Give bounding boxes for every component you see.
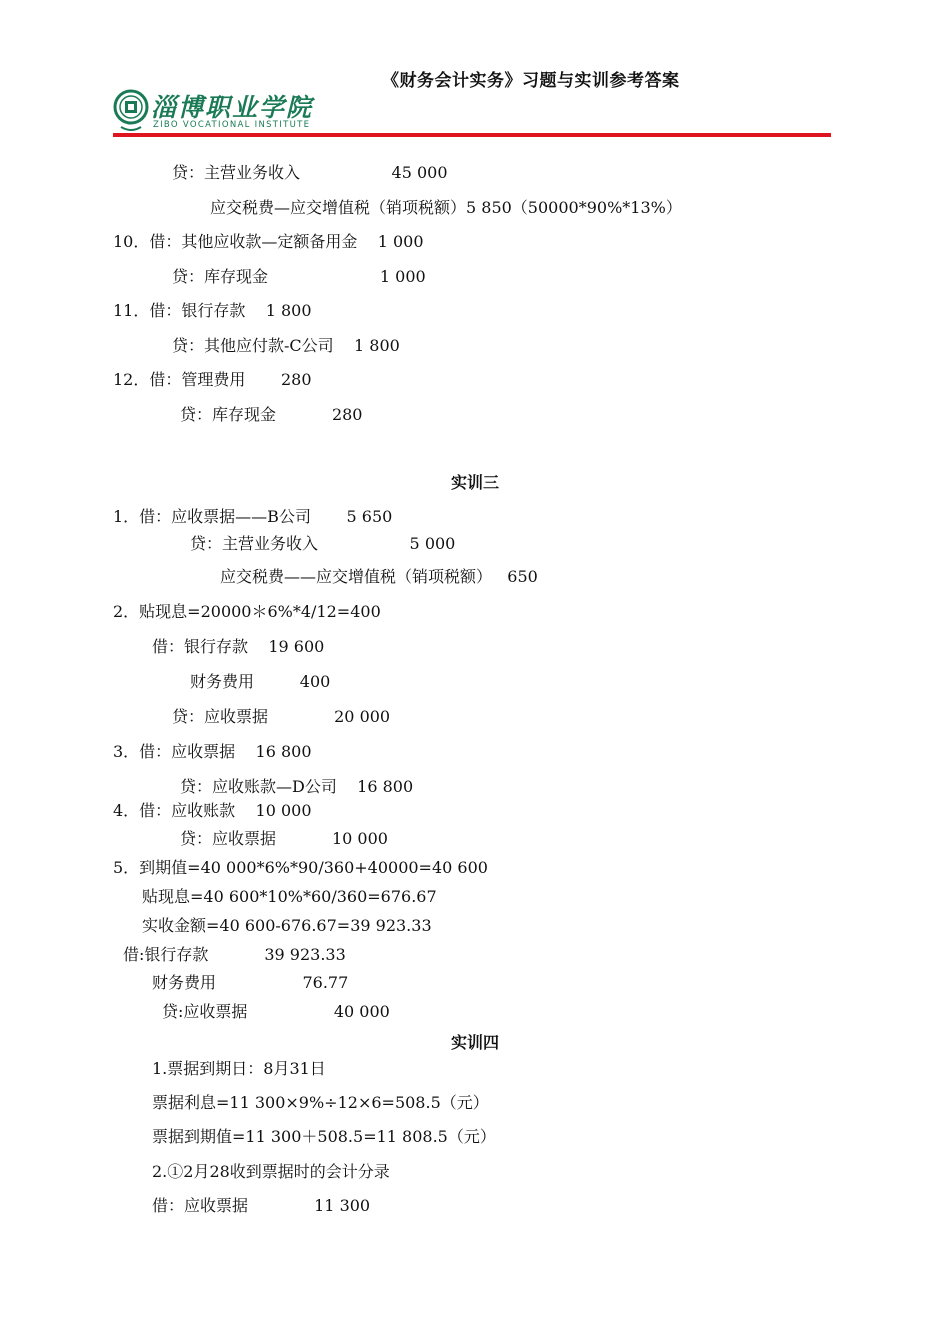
text-line: 2．贴现息=20000＊6%*4/12=400	[113, 602, 381, 621]
text-line: 票据到期值=11 300＋508.5=11 808.5（元）	[152, 1127, 496, 1146]
text-line: 实收金额=40 600-676.67=39 923.33	[142, 916, 432, 935]
logo-subtitle: ZIBO VOCATIONAL INSTITUTE	[153, 120, 311, 130]
text-line: 3．借：应收票据 16 800	[113, 742, 312, 761]
text-line: 票据利息=11 300×9%÷12×6=508.5（元）	[152, 1093, 489, 1112]
text-line: 财务费用 400	[190, 672, 331, 691]
section-heading: 实训三	[450, 473, 499, 492]
section-heading: 实训四	[450, 1033, 499, 1052]
header-divider	[113, 133, 831, 137]
text-line: 11．借：银行存款 1 800	[113, 301, 312, 320]
text-line: 贷：应收账款—D公司 16 800	[180, 777, 414, 796]
text-line: 贷：主营业务收入 45 000	[172, 163, 448, 182]
text-line: 12．借：管理费用 280	[113, 370, 312, 389]
text-line: 借：应收票据 11 300	[152, 1196, 371, 1215]
text-line: 借：银行存款 19 600	[152, 637, 325, 656]
text-line: 贷：库存现金 280	[180, 405, 363, 424]
text-line: 应交税费——应交增值税（销项税额） 650	[220, 567, 538, 586]
text-line: 贴现息=40 600*10%*60/360=676.67	[142, 887, 437, 906]
text-line: 贷：应收票据 10 000	[180, 829, 388, 848]
text-line: 贷：应收票据 20 000	[172, 707, 391, 726]
school-emblem-icon	[113, 87, 149, 133]
school-logo	[113, 86, 328, 134]
document-header-title: 《财务会计实务》习题与实训参考答案	[382, 71, 680, 91]
text-line: 贷：主营业务收入 5 000	[190, 534, 456, 553]
text-line: 5．到期值=40 000*6%*90/360+40000=40 600	[113, 858, 488, 877]
logo-wordmark: 淄博职业学院	[151, 93, 314, 122]
text-line: 借:银行存款 39 923.33	[123, 945, 346, 964]
text-line: 财务费用 76.77	[152, 973, 349, 992]
text-line: 贷：其他应付款-C公司 1 800	[172, 336, 400, 355]
text-line: 4．借：应收账款 10 000	[113, 801, 312, 820]
text-line: 1.票据到期日：8月31日	[152, 1059, 326, 1078]
text-line: 10．借：其他应收款—定额备用金 1 000	[113, 232, 424, 251]
text-line: 贷:应收票据 40 000	[162, 1002, 390, 1021]
text-line: 应交税费—应交增值税（销项税额）5 850（50000*90%*13%）	[210, 198, 682, 217]
text-line: 2.①2月28收到票据时的会计分录	[152, 1162, 390, 1181]
text-line: 1．借：应收票据——B公司 5 650	[113, 507, 393, 526]
text-line: 贷：库存现金 1 000	[172, 267, 426, 286]
